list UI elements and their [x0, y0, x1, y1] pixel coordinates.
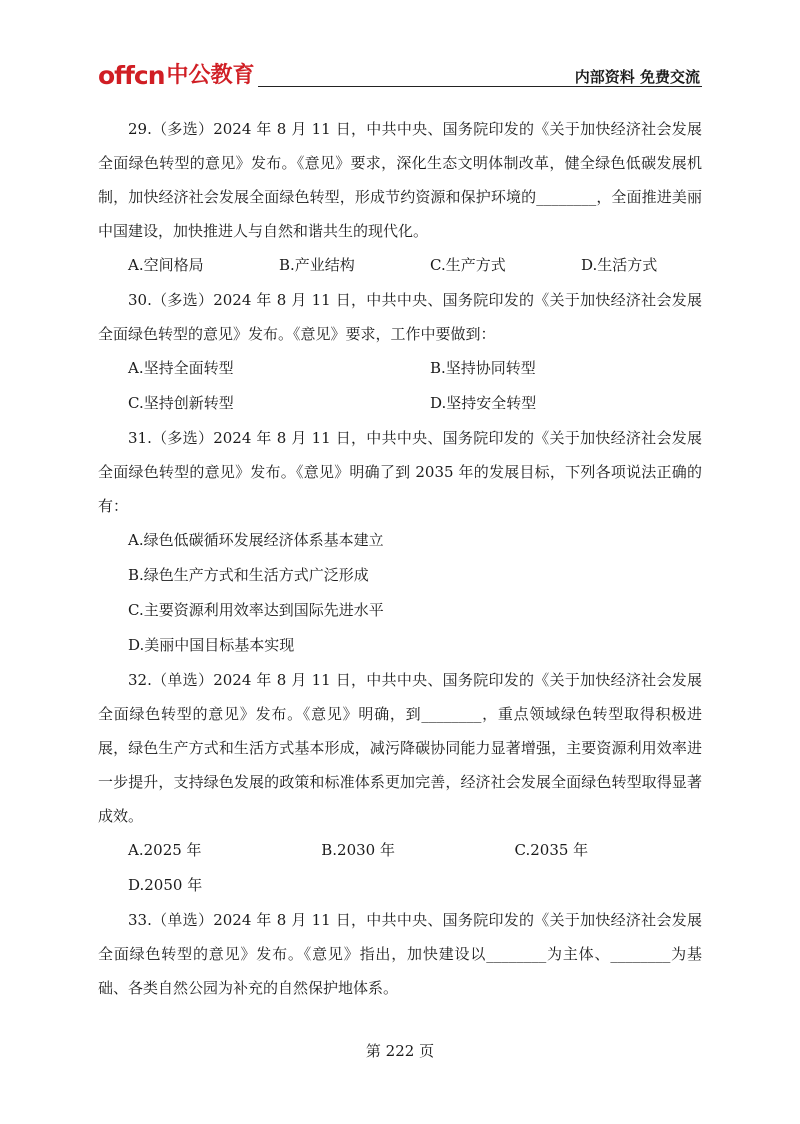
question-31	[98, 421, 702, 663]
page-number: 第 222 页	[365, 1042, 435, 1060]
logo-chinese-text: 中公教育	[166, 63, 255, 88]
option-row	[98, 351, 702, 386]
option-d: D.生活方式	[581, 256, 658, 274]
option-b: B.产业结构	[279, 256, 355, 274]
option-a: A.坚持全面转型	[128, 359, 234, 377]
question-text: 31.（多选）2024 年 8 月 11 日，中共中央、国务院印发的《关于加快经济社会发展全面绿色转型的意见》发布。《意见》明确了到 2035 年的发展目标，下列各项说法正确的有：	[98, 429, 702, 515]
option-d: D.美丽中国目标基本实现	[128, 636, 295, 654]
question-29	[98, 112, 702, 283]
option-b: B.2030 年	[321, 841, 395, 859]
option-a: A.空间格局	[128, 256, 204, 274]
question-list	[98, 112, 702, 1005]
option-c: C.主要资源利用效率达到国际先进水平	[128, 601, 384, 619]
question-30	[98, 283, 702, 421]
question-text: 30.（多选）2024 年 8 月 11 日，中共中央、国务院印发的《关于加快经济社会发展全面绿色转型的意见》发布。《意见》要求，工作中要做到：	[98, 291, 702, 343]
question-33	[98, 903, 702, 1005]
option-c: C.生产方式	[430, 256, 506, 274]
header-note: 内部资料 免费交流	[574, 68, 700, 86]
question-text: 33.（单选）2024 年 8 月 11 日，中共中央、国务院印发的《关于加快经济社会发展全面绿色转型的意见》发布。《意见》指出，加快建设以________为主体、________为基础、各类自然公园为补充的自然保护地体系。	[98, 911, 702, 997]
option-c: C.坚持创新转型	[128, 394, 234, 412]
option-row	[98, 386, 702, 421]
offcn-logo	[98, 58, 255, 90]
option-b: B.绿色生产方式和生活方式广泛形成	[128, 566, 369, 584]
option-c: C.2035 年	[514, 841, 589, 859]
question-text: 29.（多选）2024 年 8 月 11 日，中共中央、国务院印发的《关于加快经济社会发展全面绿色转型的意见》发布。《意见》要求，深化生态文明体制改革，健全绿色低碳发展机制，加快经济社会发展全面绿色转型，形成节约资源和保护环境的________，全面推进美丽中国建设，加快推进人与自然和谐共生的现代化。	[98, 120, 702, 240]
option-a: A.2025 年	[128, 841, 202, 859]
option-row	[98, 833, 702, 868]
option-a: A.绿色低碳循环发展经济体系基本建立	[128, 531, 384, 549]
option-d: D.坚持安全转型	[430, 394, 537, 412]
logo-latin-text: offcn	[98, 61, 165, 90]
page-header	[98, 58, 702, 90]
option-d: D.2050 年	[128, 876, 203, 894]
question-text: 32.（单选）2024 年 8 月 11 日，中共中央、国务院印发的《关于加快经济社会发展全面绿色转型的意见》发布。《意见》明确，到________，重点领域绿色转型取得积极进展，绿色生产方式和生活方式基本形成，减污降碳协同能力显著增强，主要资源利用效率进一步提升，支持绿色发展的政策和标准体系更加完善，经济社会发展全面绿色转型取得显著成效。	[98, 671, 702, 825]
question-32	[98, 663, 702, 903]
option-b: B.坚持协同转型	[430, 359, 536, 377]
option-row	[98, 248, 702, 283]
